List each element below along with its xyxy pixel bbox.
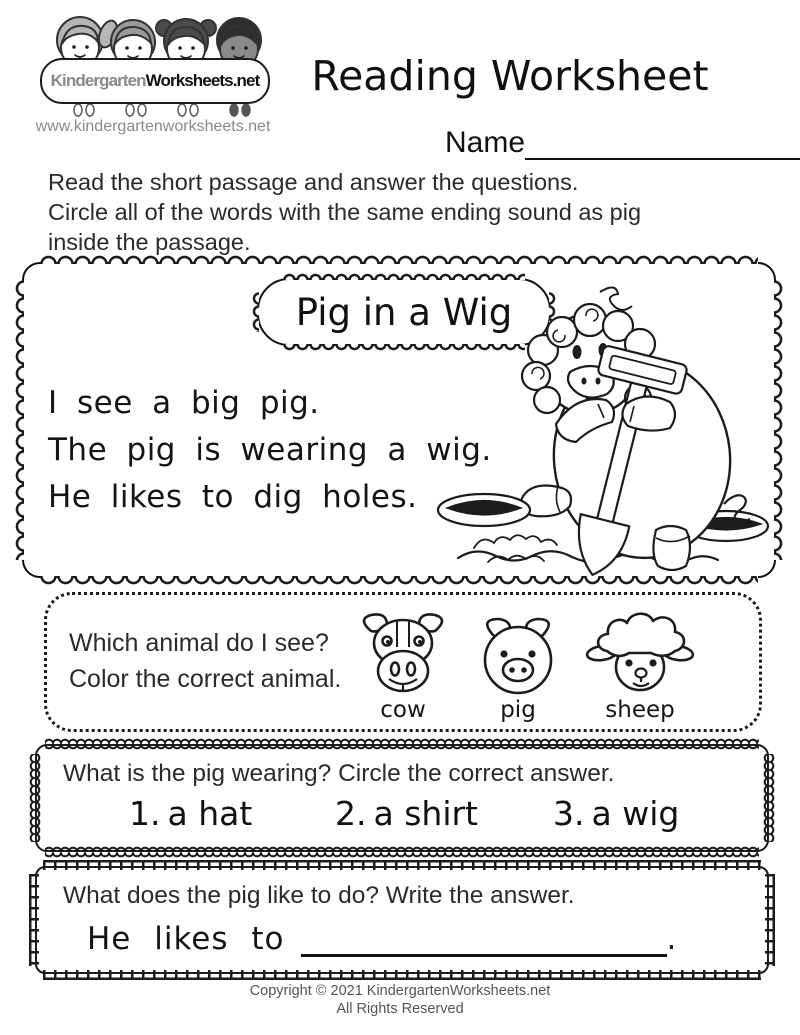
animal-label: pig — [500, 697, 536, 723]
answer-text: a hat — [167, 794, 253, 833]
logo-text-worksheets: Worksheets.net — [145, 71, 260, 90]
answer-period: . — [666, 921, 678, 957]
answer-option-2 — [335, 794, 478, 833]
answer-stem: He likes to — [87, 921, 285, 957]
site-logo — [40, 12, 272, 124]
answer-number: 2. — [335, 794, 367, 833]
pig-face-icon — [473, 613, 563, 699]
passage-text — [48, 380, 492, 521]
pig-digging-illustration — [430, 286, 780, 576]
answer-number: 3. — [553, 794, 585, 833]
animal-option-sheep — [585, 611, 695, 723]
name-blank-line — [525, 124, 800, 160]
logo-banner — [40, 58, 270, 104]
footer — [0, 982, 800, 1018]
animal-options — [355, 609, 751, 723]
passage-line: He likes to dig holes. — [48, 479, 418, 515]
instructions — [48, 167, 772, 257]
passage-box — [22, 262, 776, 578]
answer-option-1 — [129, 794, 252, 833]
question2-prompt: What is the pig wearing? Circle the correct answer. — [63, 760, 615, 787]
animal-label: sheep — [605, 697, 675, 723]
question1-prompt — [69, 625, 341, 697]
name-row — [445, 124, 800, 160]
rights-line: All Rights Reserved — [336, 1001, 464, 1017]
passage-title: Pig in a Wig — [295, 290, 513, 334]
copyright-line: Copyright © 2021 KindergartenWorksheets.net — [249, 983, 551, 999]
answer-number: 1. — [129, 794, 161, 833]
sheep-face-icon — [585, 611, 695, 699]
site-url: www.kindergartenworksheets.net — [35, 118, 271, 135]
animal-option-pig — [473, 613, 563, 723]
logo-text-kindergarten: Kindergarten — [50, 71, 146, 90]
question3-answer — [87, 918, 677, 957]
instruction-line: Read the short passage and answer the questions. — [48, 169, 579, 195]
page-title: Reading Worksheet — [311, 52, 709, 100]
animal-option-cow — [355, 611, 451, 723]
question1-prompt-line: Color the correct animal. — [69, 665, 342, 693]
question2-box — [35, 744, 769, 852]
question1-prompt-line: Which animal do I see? — [69, 629, 329, 657]
question2-answers — [37, 794, 767, 840]
question3-prompt: What does the pig like to do? Write the answer. — [63, 882, 575, 909]
passage-line: I see a big pig. — [48, 385, 320, 421]
answer-text: a wig — [591, 794, 680, 833]
write-answer-line — [301, 918, 667, 957]
answer-option-3 — [553, 794, 679, 833]
question3-box — [35, 866, 769, 974]
instruction-line: inside the passage. — [48, 229, 251, 255]
name-label: Name — [445, 126, 526, 159]
answer-text: a shirt — [373, 794, 478, 833]
passage-line: The pig is wearing a wig. — [48, 432, 492, 468]
question1-box — [44, 592, 762, 732]
animal-label: cow — [380, 697, 426, 723]
instruction-line: Circle all of the words with the same ending sound as pig — [48, 199, 642, 225]
cow-face-icon — [355, 611, 451, 699]
